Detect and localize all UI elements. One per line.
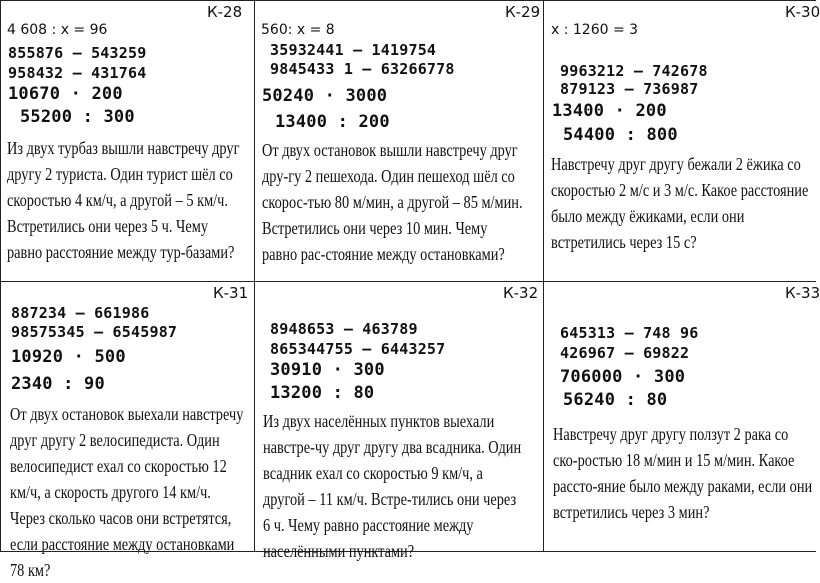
word-problem: От двух остановок выехали навстречу друг другу 2 велосипедиста. Один велосипедист ехал со скоростью 12 км/ч, а скорость другого 14 км/ч. Через сколько часов они встретятся, если расстояние между остановками 78 км? [10,404,244,580]
expression: 35932441 – 1419754 [270,41,437,59]
expression: 30910 · 300 [270,360,385,380]
grid-border-top [0,0,816,1]
card-code: К-31 [213,284,249,302]
expression: 13400 · 200 [552,101,667,121]
card-code: К-28 [207,3,243,21]
word-problem: От двух остановок вышли навстречу друг дру-гу 2 пешехода. Один пешеход шёл со скорос-тью 80 м/мин, а другой – 85 м/мин. Встретились они через 10 мин. Чему равно рас-стояние между остановками? [262,140,523,264]
grid-row-divider [0,281,816,282]
word-problem: Из двух турбаз вышли навстречу друг другу 2 туриста. Один турист шёл со скоростью 4 км/ч, а другой – 5 км/ч. Встретились они через 5 ч. Чему равно расстояние между тур-базами? [7,138,240,262]
expression: 13400 : 200 [275,112,390,132]
expression: 9963212 – 742678 [560,62,708,80]
expression: 8948653 – 463789 [270,320,418,338]
word-problem: Навстречу друг другу ползут 2 рака со ско-ростью 18 м/мин и 15 м/мин. Какое рассто-яние было между раками, если они встретились через 3 мин? [553,424,813,522]
expression: 54400 : 800 [563,125,678,145]
expression: 645313 – 748 96 [560,324,699,342]
card-code: К-29 [505,3,541,21]
word-problem: Навстречу друг другу бежали 2 ёжика со скоростью 2 м/с и 3 м/с. Какое расстояние было между ёжиками, если они встретились через 15 с? [551,154,809,252]
card-code: К-33 [785,284,820,302]
equation: 4 608 : x = 96 [7,22,108,38]
grid-border-left [0,0,1,552]
equation: 560: x = 8 [261,22,335,38]
expression: 887234 – 661986 [11,304,150,322]
expression: 10670 · 200 [8,84,123,104]
expression: 50240 · 3000 [262,86,388,106]
expression: 865344755 – 6443257 [270,340,446,358]
expression: 706000 · 300 [560,367,686,387]
card-code: К-32 [503,284,539,302]
expression: 2340 : 90 [11,374,105,394]
grid-divider-2 [543,0,544,552]
word-problem: Из двух населённых пунктов выехали навстре-чу друг другу два всадника. Один всадник ехал со скоростью 9 км/ч, а другой – 11 км/ч. Встре-тились они через 6 ч. Чему равно расстояние между населёнными пунктами? [263,411,522,561]
equation: x : 1260 = 3 [551,22,639,38]
card-code: К-30 [785,3,820,21]
expression: 55200 : 300 [20,107,135,127]
expression: 56240 : 80 [563,390,668,410]
expression: 958432 – 431764 [8,64,147,82]
grid-divider-1 [254,0,255,552]
expression: 426967 – 69822 [560,344,690,362]
expression: 879123 – 736987 [560,80,699,98]
expression: 13200 : 80 [270,383,375,403]
expression: 98575345 – 6545987 [11,323,178,341]
expression: 9845433 1 – 63266778 [270,60,455,78]
expression: 855876 – 543259 [8,44,147,62]
expression: 10920 · 500 [11,347,126,367]
